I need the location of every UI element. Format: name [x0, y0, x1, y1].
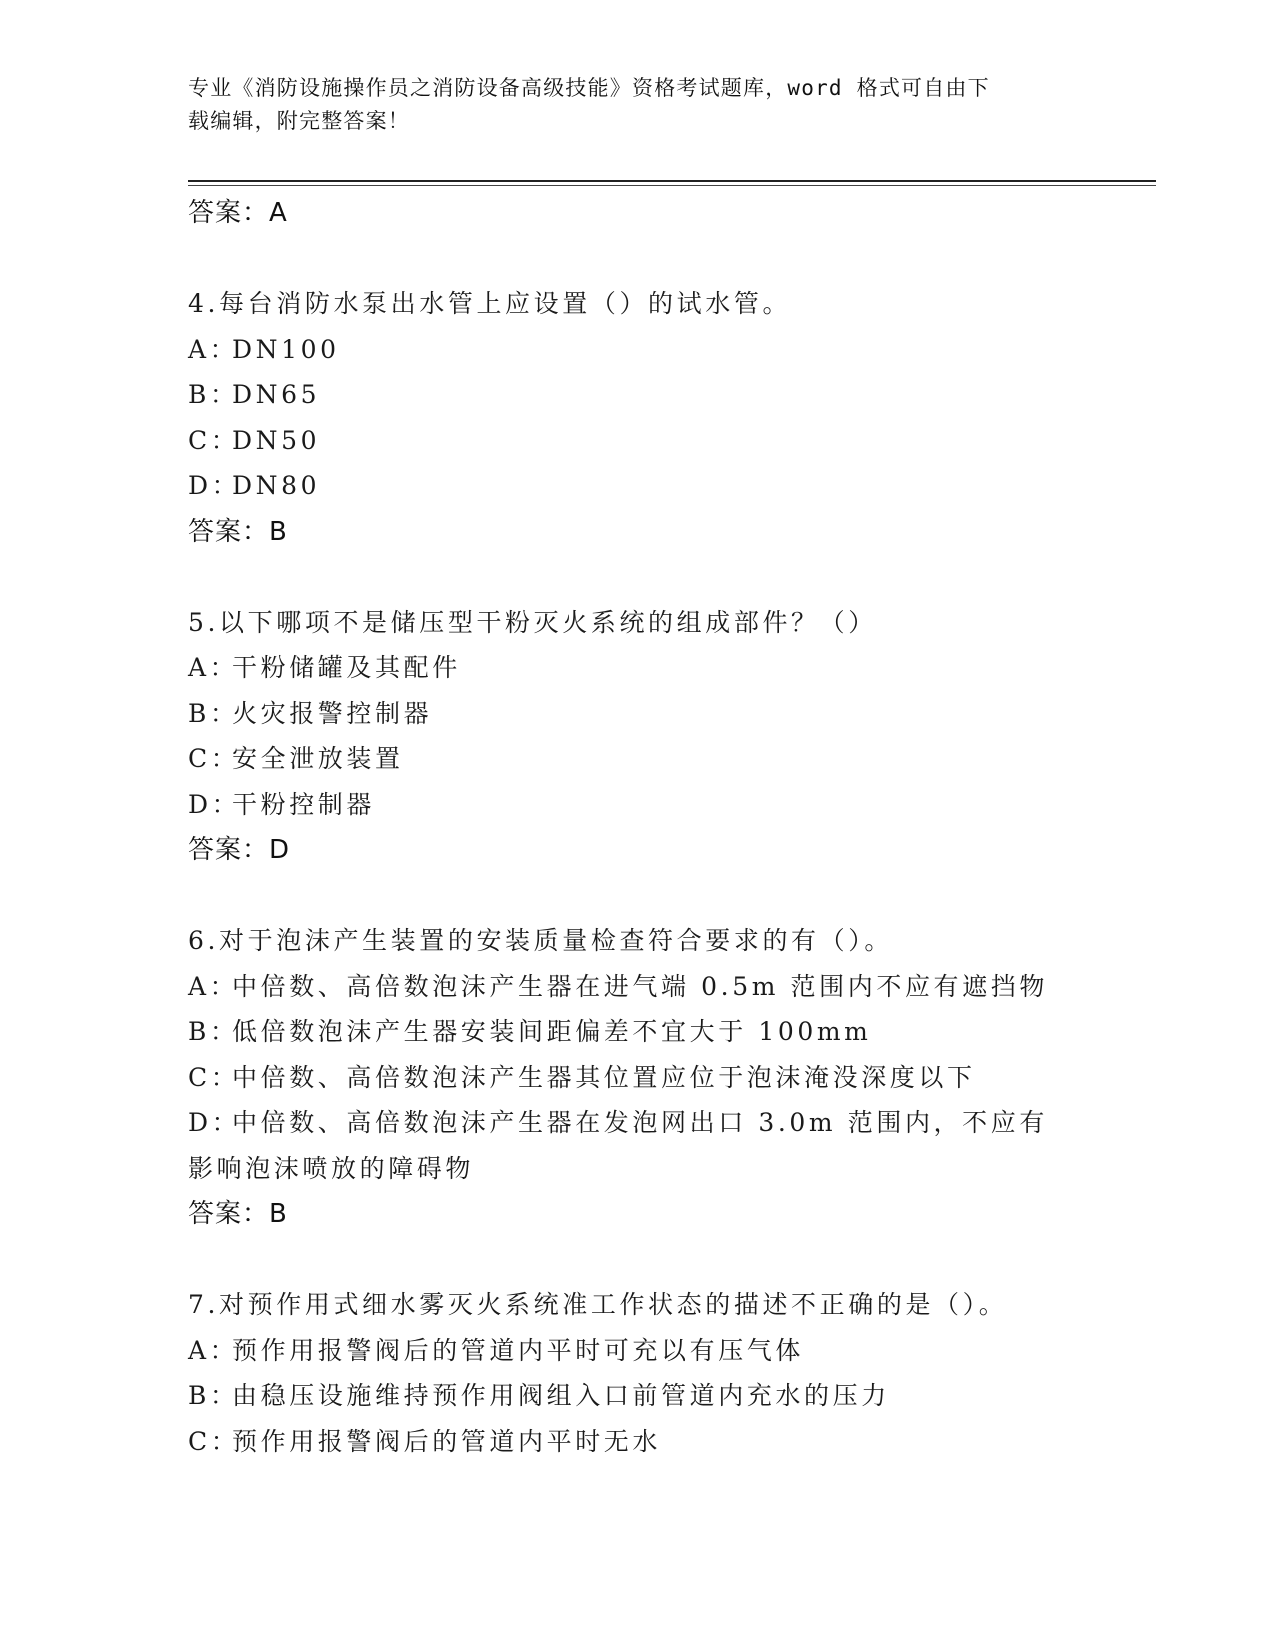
option-text: 由稳压设施维持预作用阀组入口前管道内充水的压力 [232, 1381, 890, 1410]
spacer [188, 236, 1148, 281]
option-text: DN80 [232, 471, 321, 500]
question-block-4 [188, 281, 1148, 555]
previous-answer: 答案：A [188, 198, 288, 228]
option-b [188, 691, 1148, 737]
option-text: DN50 [232, 425, 321, 455]
option-c [188, 1055, 1148, 1101]
question-stem: 4.每台消防水泵出水管上应设置（）的试水管。 [188, 289, 792, 318]
option-a [188, 645, 1148, 691]
option-text: 预作用报警阀后的管道内平时可充以有压气体 [232, 1335, 805, 1365]
document-header [188, 72, 1088, 138]
option-text: 低倍数泡沫产生器安装间距偏差不宜大于 100mm [232, 1017, 872, 1046]
option-letter: B： [188, 1017, 239, 1046]
option-c [188, 418, 1148, 464]
option-letter: B： [188, 698, 239, 728]
option-text: 安全泄放装置 [232, 744, 404, 773]
header-intro-line-1: 专业《消防设施操作员之消防设备高级技能》资格考试题库，word 格式可自由下 [188, 76, 990, 100]
question-block-5 [188, 600, 1148, 874]
option-b [188, 1009, 1148, 1055]
option-letter: D： [188, 789, 241, 819]
question-stem: 6.对于泡沫产生装置的安装质量检查符合要求的有（）。 [188, 926, 893, 955]
option-a [188, 1328, 1148, 1374]
answer-line: 答案：B [188, 516, 288, 547]
header-divider-thin [188, 185, 1156, 186]
option-text: 中倍数、高倍数泡沫产生器其位置应位于泡沫淹没深度以下 [232, 1062, 976, 1092]
question-stem: 5.以下哪项不是储压型干粉灭火系统的组成部件？（） [188, 607, 877, 637]
spacer [188, 873, 1148, 918]
option-d [188, 782, 1148, 828]
option-letter: D： [188, 471, 241, 500]
answer-line: 答案：D [188, 835, 291, 865]
header-divider-thick [188, 180, 1156, 182]
option-text: 中倍数、高倍数泡沫产生器在发泡网出口 3.0m 范围内，不应有影响泡沫喷放的障碍物 [188, 1108, 1048, 1183]
option-d [188, 463, 1148, 509]
option-text: 干粉控制器 [232, 789, 376, 819]
question-content [188, 190, 1148, 1464]
option-d [188, 1100, 1058, 1191]
option-c [188, 736, 1148, 782]
option-letter: C： [188, 744, 240, 773]
option-letter: C： [188, 1062, 240, 1092]
question-stem: 7.对预作用式细水雾灭火系统准工作状态的描述不正确的是（）。 [188, 1290, 1008, 1319]
option-text: 干粉储罐及其配件 [232, 653, 461, 682]
spacer [188, 1237, 1148, 1282]
option-letter: A： [188, 334, 239, 364]
option-letter: D： [188, 1108, 241, 1137]
option-b [188, 1373, 1148, 1419]
option-a [188, 327, 1148, 373]
option-letter: B： [188, 1381, 239, 1410]
option-text: 预作用报警阀后的管道内平时无水 [232, 1426, 662, 1456]
option-letter: C： [188, 425, 240, 455]
question-block-6 [188, 918, 1148, 1237]
answer-line: 答案：B [188, 1199, 288, 1229]
option-text: DN100 [232, 334, 340, 364]
option-letter: A： [188, 653, 239, 682]
option-text: 火灾报警控制器 [232, 698, 433, 728]
option-text: DN65 [232, 380, 321, 409]
option-letter: B： [188, 380, 239, 409]
option-letter: A： [188, 1335, 239, 1365]
option-letter: A： [188, 971, 239, 1001]
option-letter: C： [188, 1426, 240, 1456]
spacer [188, 555, 1148, 600]
question-block-7 [188, 1282, 1148, 1464]
option-b [188, 372, 1148, 418]
option-a [188, 964, 1148, 1010]
option-c [188, 1419, 1148, 1465]
header-intro-line-2: 载编辑，附完整答案！ [188, 109, 410, 133]
option-text: 中倍数、高倍数泡沫产生器在进气端 0.5m 范围内不应有遮挡物 [232, 971, 1048, 1001]
